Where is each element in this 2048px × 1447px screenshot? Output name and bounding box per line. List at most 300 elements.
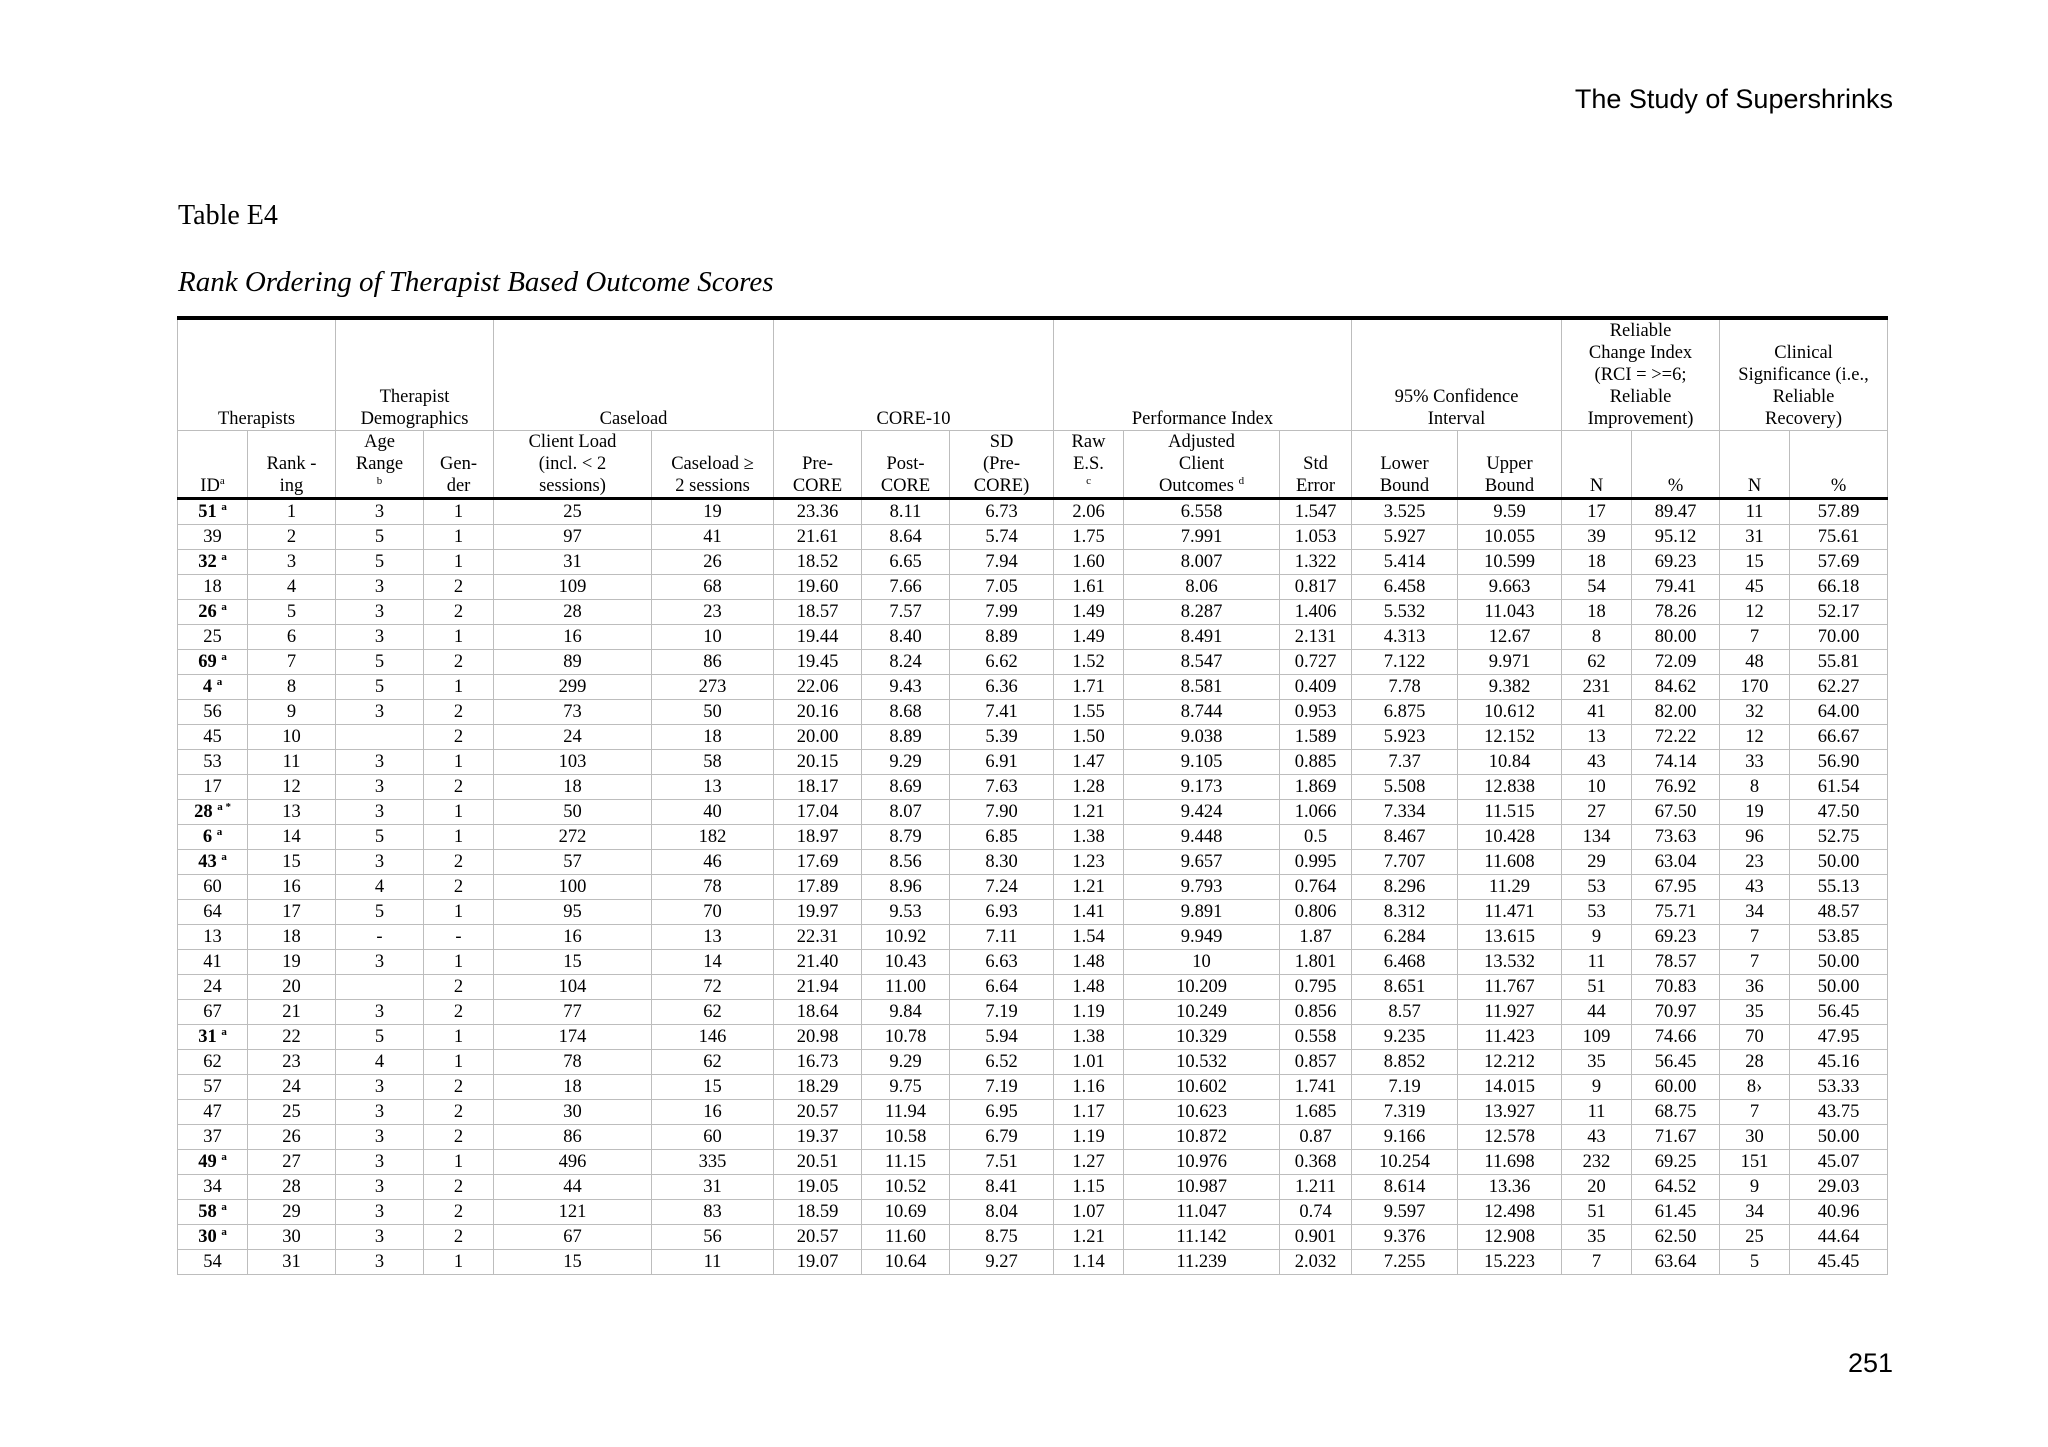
- cell-cs-n: 7: [1720, 1100, 1790, 1125]
- cell-se: 0.857: [1280, 1050, 1352, 1075]
- cell-load: 77: [494, 1000, 652, 1025]
- cell-lower: 6.875: [1352, 700, 1458, 725]
- table-row: [178, 1200, 1888, 1225]
- table-row: [178, 700, 1888, 725]
- cell-lower: 7.122: [1352, 650, 1458, 675]
- cell-raw: 1.28: [1054, 775, 1124, 800]
- table-row: [178, 750, 1888, 775]
- cell-rci-n: 53: [1562, 900, 1632, 925]
- cell-se: 0.558: [1280, 1025, 1352, 1050]
- cell-rci-n: 18: [1562, 550, 1632, 575]
- cell-rank: 4: [248, 575, 336, 600]
- table-header: [178, 318, 1888, 499]
- cell-cs-pct: 50.00: [1790, 950, 1888, 975]
- cell-adj: 9.448: [1124, 825, 1280, 850]
- cell-sd: 5.94: [950, 1025, 1054, 1050]
- cell-pre: 21.94: [774, 975, 862, 1000]
- cell-rci-n: 53: [1562, 875, 1632, 900]
- cell-upper: 10.84: [1458, 750, 1562, 775]
- cell-rci-n: 8: [1562, 625, 1632, 650]
- cell-upper: 9.59: [1458, 499, 1562, 525]
- cell-load: 15: [494, 950, 652, 975]
- cell-rank: 30: [248, 1225, 336, 1250]
- cell-lower: 7.334: [1352, 800, 1458, 825]
- cell-pre: 19.05: [774, 1175, 862, 1200]
- table-row: [178, 1175, 1888, 1200]
- cell-load: 100: [494, 875, 652, 900]
- cell-lower: 5.508: [1352, 775, 1458, 800]
- cell-pre: 20.57: [774, 1100, 862, 1125]
- cell-age: 5: [336, 900, 424, 925]
- cell-raw: 1.48: [1054, 975, 1124, 1000]
- cell-pre: 22.06: [774, 675, 862, 700]
- cell-cs-n: 96: [1720, 825, 1790, 850]
- cell-rci-n: 11: [1562, 1100, 1632, 1125]
- table-row: [178, 925, 1888, 950]
- cell-upper: 13.927: [1458, 1100, 1562, 1125]
- cell-id: 25: [178, 625, 248, 650]
- cell-caseload: 14: [652, 950, 774, 975]
- cell-cs-pct: 56.90: [1790, 750, 1888, 775]
- cell-post: 7.66: [862, 575, 950, 600]
- cell-pre: 19.97: [774, 900, 862, 925]
- cell-rci-pct: 78.26: [1632, 600, 1720, 625]
- cell-gender: 2: [424, 1125, 494, 1150]
- cell-caseload: 56: [652, 1225, 774, 1250]
- cell-load: 57: [494, 850, 652, 875]
- cell-gender: 1: [424, 499, 494, 525]
- cell-post: 11.60: [862, 1225, 950, 1250]
- cell-gender: 1: [424, 675, 494, 700]
- cell-lower: 5.532: [1352, 600, 1458, 625]
- cell-cs-pct: 62.27: [1790, 675, 1888, 700]
- cell-pre: 20.57: [774, 1225, 862, 1250]
- cell-caseload: 70: [652, 900, 774, 925]
- cell-rci-n: 232: [1562, 1150, 1632, 1175]
- cell-upper: 12.908: [1458, 1225, 1562, 1250]
- cell-cs-pct: 45.45: [1790, 1250, 1888, 1275]
- cell-caseload: 41: [652, 525, 774, 550]
- cell-id: 51 $^a$: [178, 499, 248, 525]
- cell-gender: 1: [424, 800, 494, 825]
- cell-rci-n: 9: [1562, 1075, 1632, 1100]
- cell-id: 41: [178, 950, 248, 975]
- cell-rci-n: 44: [1562, 1000, 1632, 1025]
- cell-raw: 1.27: [1054, 1150, 1124, 1175]
- cell-lower: 10.254: [1352, 1150, 1458, 1175]
- cell-adj: 11.142: [1124, 1225, 1280, 1250]
- cell-caseload: 273: [652, 675, 774, 700]
- cell-gender: 2: [424, 875, 494, 900]
- cell-rci-pct: 79.41: [1632, 575, 1720, 600]
- cell-se: 0.87: [1280, 1125, 1352, 1150]
- table-row: [178, 775, 1888, 800]
- cell-se: 1.406: [1280, 600, 1352, 625]
- table-row: [178, 675, 1888, 700]
- cell-id: 58 $^a$: [178, 1200, 248, 1225]
- cell-raw: 1.55: [1054, 700, 1124, 725]
- cell-sd: 6.79: [950, 1125, 1054, 1150]
- group-header-ci: 95% Confidence Interval: [1352, 318, 1562, 431]
- cell-cs-n: 70: [1720, 1025, 1790, 1050]
- cell-rank: 5: [248, 600, 336, 625]
- cell-caseload: 146: [652, 1025, 774, 1050]
- cell-id: 26 $^a$: [178, 600, 248, 625]
- col-header-std-error: Std Error: [1280, 431, 1352, 499]
- cell-id: 34: [178, 1175, 248, 1200]
- cell-cs-pct: 53.85: [1790, 925, 1888, 950]
- cell-sd: 7.19: [950, 1075, 1054, 1100]
- cell-load: 97: [494, 525, 652, 550]
- cell-age: [336, 975, 424, 1000]
- cell-upper: 11.608: [1458, 850, 1562, 875]
- cell-id: 54: [178, 1250, 248, 1275]
- cell-rci-n: 18: [1562, 600, 1632, 625]
- cell-raw: 1.47: [1054, 750, 1124, 775]
- cell-post: 11.15: [862, 1150, 950, 1175]
- cell-cs-pct: 75.61: [1790, 525, 1888, 550]
- cell-rank: 31: [248, 1250, 336, 1275]
- group-header-rci: Reliable Change Index (RCI = >=6; Reliable Improvement): [1562, 318, 1720, 431]
- cell-caseload: 46: [652, 850, 774, 875]
- cell-age: 3: [336, 575, 424, 600]
- cell-load: 18: [494, 1075, 652, 1100]
- cell-rci-pct: 67.50: [1632, 800, 1720, 825]
- cell-se: 1.87: [1280, 925, 1352, 950]
- cell-cs-n: 170: [1720, 675, 1790, 700]
- cell-lower: 6.468: [1352, 950, 1458, 975]
- cell-id: 39: [178, 525, 248, 550]
- cell-lower: 9.235: [1352, 1025, 1458, 1050]
- cell-adj: 8.491: [1124, 625, 1280, 650]
- cell-adj: 10.329: [1124, 1025, 1280, 1050]
- cell-adj: 9.657: [1124, 850, 1280, 875]
- cell-cs-n: 30: [1720, 1125, 1790, 1150]
- cell-age: 3: [336, 700, 424, 725]
- cell-gender: 1: [424, 950, 494, 975]
- cell-id: 57: [178, 1075, 248, 1100]
- cell-upper: 14.015: [1458, 1075, 1562, 1100]
- cell-cs-n: 12: [1720, 600, 1790, 625]
- cell-adj: 10.987: [1124, 1175, 1280, 1200]
- cell-upper: 9.971: [1458, 650, 1562, 675]
- cell-id: 45: [178, 725, 248, 750]
- cell-upper: 12.152: [1458, 725, 1562, 750]
- cell-sd: 7.24: [950, 875, 1054, 900]
- cell-upper: 13.532: [1458, 950, 1562, 975]
- cell-caseload: 15: [652, 1075, 774, 1100]
- cell-cs-n: 19: [1720, 800, 1790, 825]
- cell-adj: 8.581: [1124, 675, 1280, 700]
- cell-caseload: 19: [652, 499, 774, 525]
- cell-cs-pct: 44.64: [1790, 1225, 1888, 1250]
- cell-cs-pct: 52.17: [1790, 600, 1888, 625]
- cell-raw: 1.15: [1054, 1175, 1124, 1200]
- cell-lower: 3.525: [1352, 499, 1458, 525]
- cell-cs-n: 28: [1720, 1050, 1790, 1075]
- cell-sd: 7.90: [950, 800, 1054, 825]
- cell-caseload: 62: [652, 1050, 774, 1075]
- cell-rank: 26: [248, 1125, 336, 1150]
- cell-cs-n: 11: [1720, 499, 1790, 525]
- cell-pre: 20.15: [774, 750, 862, 775]
- cell-upper: 11.698: [1458, 1150, 1562, 1175]
- col-header-raw-es: Raw E.S. $^c$: [1054, 431, 1124, 499]
- cell-pre: 19.44: [774, 625, 862, 650]
- cell-rci-pct: 95.12: [1632, 525, 1720, 550]
- cell-raw: 1.50: [1054, 725, 1124, 750]
- cell-gender: 1: [424, 1050, 494, 1075]
- cell-rank: 19: [248, 950, 336, 975]
- cell-cs-pct: 61.54: [1790, 775, 1888, 800]
- cell-se: 2.032: [1280, 1250, 1352, 1275]
- cell-rci-n: 27: [1562, 800, 1632, 825]
- cell-age: 3: [336, 1150, 424, 1175]
- table-body: [178, 499, 1888, 1275]
- cell-rank: 13: [248, 800, 336, 825]
- cell-rci-pct: 69.23: [1632, 550, 1720, 575]
- cell-age: 3: [336, 1125, 424, 1150]
- cell-raw: 1.49: [1054, 600, 1124, 625]
- cell-lower: 7.78: [1352, 675, 1458, 700]
- col-header-client-load: Client Load (incl. < 2 sessions): [494, 431, 652, 499]
- cell-se: 0.764: [1280, 875, 1352, 900]
- cell-caseload: 10: [652, 625, 774, 650]
- cell-sd: 6.52: [950, 1050, 1054, 1075]
- cell-post: 8.89: [862, 725, 950, 750]
- page-number: 251: [1847, 1348, 1893, 1378]
- cell-adj: 9.424: [1124, 800, 1280, 825]
- cell-id: 30 $^a$: [178, 1225, 248, 1250]
- cell-rci-pct: 78.57: [1632, 950, 1720, 975]
- cell-rci-pct: 89.47: [1632, 499, 1720, 525]
- cell-se: 0.856: [1280, 1000, 1352, 1025]
- cell-rci-pct: 67.95: [1632, 875, 1720, 900]
- cell-caseload: 26: [652, 550, 774, 575]
- cell-raw: 1.21: [1054, 800, 1124, 825]
- cell-adj: 8.547: [1124, 650, 1280, 675]
- cell-pre: 17.04: [774, 800, 862, 825]
- cell-id: 67: [178, 1000, 248, 1025]
- cell-gender: 2: [424, 975, 494, 1000]
- cell-adj: 9.949: [1124, 925, 1280, 950]
- cell-rank: 9: [248, 700, 336, 725]
- cell-rank: 12: [248, 775, 336, 800]
- cell-raw: 1.38: [1054, 825, 1124, 850]
- cell-raw: 1.21: [1054, 1225, 1124, 1250]
- cell-raw: 1.38: [1054, 1025, 1124, 1050]
- cell-rci-pct: 73.63: [1632, 825, 1720, 850]
- table-row: [178, 825, 1888, 850]
- cell-post: 10.69: [862, 1200, 950, 1225]
- cell-upper: 13.615: [1458, 925, 1562, 950]
- cell-gender: 1: [424, 1250, 494, 1275]
- cell-se: 0.817: [1280, 575, 1352, 600]
- cell-rank: 6: [248, 625, 336, 650]
- group-header-performance: Performance Index: [1054, 318, 1352, 431]
- cell-pre: 20.16: [774, 700, 862, 725]
- cell-se: 0.995: [1280, 850, 1352, 875]
- cell-cs-pct: 70.00: [1790, 625, 1888, 650]
- cell-lower: 8.467: [1352, 825, 1458, 850]
- cell-load: 272: [494, 825, 652, 850]
- cell-rci-pct: 71.67: [1632, 1125, 1720, 1150]
- cell-adj: 6.558: [1124, 499, 1280, 525]
- cell-post: 9.29: [862, 1050, 950, 1075]
- cell-load: 174: [494, 1025, 652, 1050]
- cell-rank: 29: [248, 1200, 336, 1225]
- cell-caseload: 13: [652, 925, 774, 950]
- cell-id: 31 $^a$: [178, 1025, 248, 1050]
- cell-lower: 8.852: [1352, 1050, 1458, 1075]
- cell-raw: 1.60: [1054, 550, 1124, 575]
- cell-lower: 7.319: [1352, 1100, 1458, 1125]
- col-header-cs-pct: %: [1790, 431, 1888, 499]
- cell-upper: 15.223: [1458, 1250, 1562, 1275]
- cell-cs-n: 36: [1720, 975, 1790, 1000]
- cell-upper: 11.927: [1458, 1000, 1562, 1025]
- cell-gender: 2: [424, 1200, 494, 1225]
- cell-cs-pct: 43.75: [1790, 1100, 1888, 1125]
- cell-lower: 9.166: [1352, 1125, 1458, 1150]
- cell-cs-n: 23: [1720, 850, 1790, 875]
- cell-rci-n: 62: [1562, 650, 1632, 675]
- cell-post: 10.92: [862, 925, 950, 950]
- cell-adj: 10: [1124, 950, 1280, 975]
- cell-raw: 1.19: [1054, 1125, 1124, 1150]
- cell-raw: 1.48: [1054, 950, 1124, 975]
- cell-rci-pct: 69.25: [1632, 1150, 1720, 1175]
- cell-age: -: [336, 925, 424, 950]
- cell-upper: 12.67: [1458, 625, 1562, 650]
- cell-se: 0.901: [1280, 1225, 1352, 1250]
- cell-rci-pct: 70.97: [1632, 1000, 1720, 1025]
- cell-sd: 7.51: [950, 1150, 1054, 1175]
- cell-cs-n: 8: [1720, 775, 1790, 800]
- cell-load: 25: [494, 499, 652, 525]
- cell-cs-pct: 66.67: [1790, 725, 1888, 750]
- cell-se: 0.727: [1280, 650, 1352, 675]
- cell-post: 8.11: [862, 499, 950, 525]
- cell-sd: 7.94: [950, 550, 1054, 575]
- cell-load: 496: [494, 1150, 652, 1175]
- cell-rank: 8: [248, 675, 336, 700]
- cell-rank: 16: [248, 875, 336, 900]
- cell-post: 9.53: [862, 900, 950, 925]
- cell-load: 103: [494, 750, 652, 775]
- cell-upper: 12.498: [1458, 1200, 1562, 1225]
- cell-post: 10.43: [862, 950, 950, 975]
- cell-post: 6.65: [862, 550, 950, 575]
- cell-cs-n: 48: [1720, 650, 1790, 675]
- cell-lower: 8.651: [1352, 975, 1458, 1000]
- cell-sd: 7.99: [950, 600, 1054, 625]
- cell-gender: 2: [424, 700, 494, 725]
- cell-gender: 2: [424, 1175, 494, 1200]
- col-header-adjusted: Adjusted Client Outcomes $^d$: [1124, 431, 1280, 499]
- group-header-therapists: Therapists: [178, 318, 336, 431]
- cell-pre: 18.59: [774, 1200, 862, 1225]
- cell-adj: 10.532: [1124, 1050, 1280, 1075]
- cell-adj: 7.991: [1124, 525, 1280, 550]
- cell-lower: 6.284: [1352, 925, 1458, 950]
- cell-post: 8.68: [862, 700, 950, 725]
- cell-age: 3: [336, 950, 424, 975]
- cell-cs-pct: 45.16: [1790, 1050, 1888, 1075]
- cell-se: 1.322: [1280, 550, 1352, 575]
- cell-pre: 18.97: [774, 825, 862, 850]
- cell-se: 1.211: [1280, 1175, 1352, 1200]
- cell-rci-n: 20: [1562, 1175, 1632, 1200]
- cell-sd: 7.41: [950, 700, 1054, 725]
- col-header-gender: Gen- der: [424, 431, 494, 499]
- cell-adj: 8.287: [1124, 600, 1280, 625]
- cell-rci-n: 39: [1562, 525, 1632, 550]
- table-row: [178, 1225, 1888, 1250]
- cell-upper: 11.29: [1458, 875, 1562, 900]
- cell-post: 10.58: [862, 1125, 950, 1150]
- cell-cs-pct: 57.69: [1790, 550, 1888, 575]
- table-row: [178, 1100, 1888, 1125]
- cell-cs-pct: 55.13: [1790, 875, 1888, 900]
- cell-se: 0.409: [1280, 675, 1352, 700]
- cell-id: 47: [178, 1100, 248, 1125]
- cell-age: 3: [336, 499, 424, 525]
- cell-age: 5: [336, 525, 424, 550]
- cell-rci-pct: 74.66: [1632, 1025, 1720, 1050]
- cell-adj: 9.038: [1124, 725, 1280, 750]
- table-row: [178, 850, 1888, 875]
- cell-pre: 21.40: [774, 950, 862, 975]
- cell-cs-pct: 50.00: [1790, 1125, 1888, 1150]
- cell-id: 4 $^a$: [178, 675, 248, 700]
- cell-gender: 1: [424, 550, 494, 575]
- col-header-rank: Rank - ing: [248, 431, 336, 499]
- cell-rci-pct: 63.04: [1632, 850, 1720, 875]
- cell-cs-pct: 56.45: [1790, 1000, 1888, 1025]
- cell-rank: 17: [248, 900, 336, 925]
- table-row: [178, 1250, 1888, 1275]
- cell-cs-pct: 66.18: [1790, 575, 1888, 600]
- cell-pre: 16.73: [774, 1050, 862, 1075]
- cell-id: 17: [178, 775, 248, 800]
- cell-rci-pct: 72.22: [1632, 725, 1720, 750]
- cell-rci-pct: 76.92: [1632, 775, 1720, 800]
- cell-post: 8.96: [862, 875, 950, 900]
- cell-rci-n: 29: [1562, 850, 1632, 875]
- cell-rci-pct: 70.83: [1632, 975, 1720, 1000]
- cell-adj: 10.209: [1124, 975, 1280, 1000]
- cell-rci-pct: 84.62: [1632, 675, 1720, 700]
- cell-raw: 1.54: [1054, 925, 1124, 950]
- cell-post: 10.78: [862, 1025, 950, 1050]
- cell-raw: 1.21: [1054, 875, 1124, 900]
- cell-adj: 8.744: [1124, 700, 1280, 725]
- cell-rci-pct: 69.23: [1632, 925, 1720, 950]
- cell-id: 6 $^a$: [178, 825, 248, 850]
- cell-gender: 1: [424, 750, 494, 775]
- table-row: [178, 875, 1888, 900]
- cell-id: 13: [178, 925, 248, 950]
- cell-rci-pct: 56.45: [1632, 1050, 1720, 1075]
- cell-sd: 6.95: [950, 1100, 1054, 1125]
- group-header-clinical: Clinical Significance (i.e., Reliable Recovery): [1720, 318, 1888, 431]
- cell-sd: 6.63: [950, 950, 1054, 975]
- cell-gender: 2: [424, 600, 494, 625]
- cell-cs-n: 7: [1720, 950, 1790, 975]
- cell-sd: 6.36: [950, 675, 1054, 700]
- cell-se: 1.589: [1280, 725, 1352, 750]
